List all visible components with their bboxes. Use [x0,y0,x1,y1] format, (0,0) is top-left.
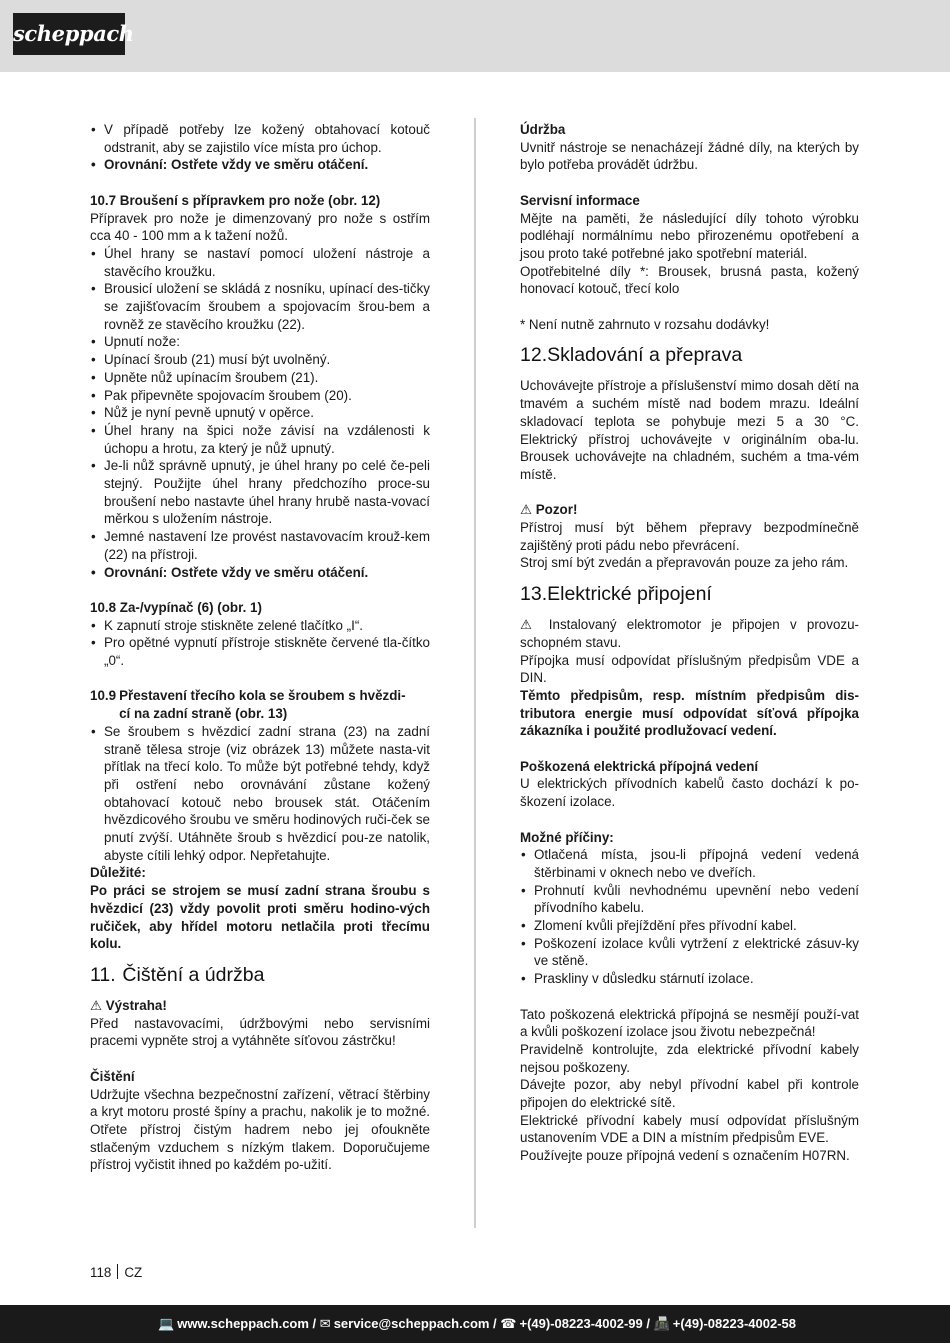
header-band [0,0,950,72]
list-item: • Úhel hrany na špici nože závisí na vzdálenosti k úchopu a hrotu, za který je nůž upnutý. [90,422,430,457]
scheppach-logo: scheppach [13,13,125,55]
section-10-9-heading: 10.9 Přestavení třecího kola se šroubem s hvězdi- cí na zadní straně (obr. 13) [90,688,406,722]
section-10-9-bullets [90,723,430,865]
footer-contact-bar [0,1305,950,1343]
closing-para-1: Tato poškozená elektrická přípojná se nesmějí použí-vat a kvůli poškození izolace jsou životu nebezpečná! [520,1006,859,1040]
connection-para-1: ⚠ Instalovaný elektromotor je připojen v provozu-schopném stavu. [520,617,859,650]
list-item: • Upínací šroub (21) musí být uvolněný. [90,351,430,369]
list-item: • Úhel hrany se nastaví pomocí uložení nástroje a stavěcího kroužku. [90,245,430,280]
list-item: • Orovnání: Ostřete vždy ve směru otáčení. [90,156,430,174]
warning-heading: ⚠ Výstraha! [90,998,167,1013]
cleaning-text: Udržujte všechna bezpečnostní zařízení, větrací štěrbiny a kryt motoru prosté špíny a prachu, nakolik je to možné. Otřete přístroj čistým hadrem nebo jej ofoukněte stlačeným vzduchem s nízkým tlakem. Doporučujeme přístroj vyčistit ihned po každém po-užití. [90,1086,430,1173]
section-10-7-bullets [90,245,430,581]
list-item: • V případě potřeby lze kožený obtahovací kotouč odstranit, aby se zajistilo více místa pro úchop. [90,121,430,156]
section-12-heading: 12.Skladování a přeprava [520,344,743,367]
list-item: • Pro opětné vypnutí přístroje stiskněte červené tla-čítko „0“. [90,634,430,669]
list-item: • Upnutí nože: [90,333,430,351]
maintenance-text: Uvnitř nástroje se nenacházejí žádné díly, na kterých by bylo potřeba provádět údržbu. [520,139,859,173]
fax-number: +(49)-08223-4002-58 [672,1316,796,1331]
storage-text: Uchovávejte přístroje a příslušenství mimo dosah dětí na tmavém a suchém místě nad bodem mrazu. Ideální skladovací teplota se pohybuje mezi 5 a 30 °C. Elektrický přístroj uchovávejte v originálním oba-lu. Brousek uchovávejte na chladném, suchém a tma-vém místě. [520,378,859,482]
causes-label: Možné příčiny: [520,829,614,845]
closing-para-5: Používejte pouze přípojná vedení s označením H07RN. [520,1148,850,1164]
list-item: • Otlačená místa, jsou-li přípojná vedení vedená štěrbinami v oknech nebo ve dveřích. [520,846,859,881]
warning-icon: ⚠ [520,502,533,518]
closing-para-4: Elektrické přívodní kabely musí odpovídat příslušným ustanovením VDE a DIN a místním předpisům EVE. [520,1112,859,1146]
closing-para-3: Dávejte pozor, aby nebyl přívodní kabel při kontrole připojen do elektrické sítě. [520,1077,859,1111]
phone-number: +(49)-08223-4002-99 / [519,1316,650,1331]
section-11-heading: 11. Čištění a údržba [90,964,265,986]
connection-bold-para: Těmto předpisům, resp. místním předpisům dis-tributora energie musí odpovídat síťová přípojka zákazníka i použité prodlužovací vedení. [520,687,859,739]
cleaning-label: Čištění [90,1068,135,1084]
list-item: • Jemné nastavení lze provést nastavovacím krouž-kem (22) na přístroji. [90,528,430,563]
list-item: • Orovnání: Ostřete vždy ve směru otáčení. [90,564,430,582]
list-item: • Poškození izolace kvůli vytržení z elektrické zásuv-ky ve stěně. [520,935,859,970]
section-10-7-intro: Přípravek pro nože je dimenzovaný pro nože s ostřím cca 40 - 100 mm a k tažení nožů. [90,210,430,244]
computer-icon: 💻 [158,1316,175,1331]
left-column [90,121,430,1174]
list-item: • K zapnutí stroje stiskněte zelené tlačítko „I“. [90,617,430,635]
phone-icon: ☎ [500,1316,517,1331]
list-item: • Zlomení kvůli přejíždění přes přívodní kabel. [520,917,859,935]
wear-parts-text: Opotřebitelné díly *: Brousek, brusná pasta, kožený honovací kotouč, třecí kolo [520,263,859,297]
warning-icon: ⚠ [90,998,103,1013]
closing-para-2: Pravidelně kontrolujte, zda elektrické přívodní kabely nejsou poškozeny. [520,1041,859,1075]
service-text: Mějte na paměti, že následující díly tohoto výrobku podléhají normálnímu nebo přirozenému opotřebení a jsou proto také potřebné jako spotřební materiál. [520,210,859,261]
maintenance-label: Údržba [520,122,566,137]
website-link[interactable]: www.scheppach.com / [177,1316,317,1331]
list-item: • Praskliny v důsledku stárnutí izolace. [520,970,859,988]
warning-icon: ⚠ [520,617,539,633]
footnote-text: * Není nutně zahrnuto v rozsahu dodávky! [520,316,770,332]
damaged-lines-label: Poškozená elektrická přípojná vedení [520,758,759,774]
section-13-heading: 13.Elektrické připojení [520,583,712,606]
list-item: • Pak připevněte spojovacím šroubem (20). [90,387,430,405]
important-text: Po práci se strojem se musí zadní strana šroubu s hvězdicí (23) vždy povolit proti směru hodino-vých ručiček, aby hřídel motoru netlačila proti třecímu kolu. [90,883,430,952]
section-10-7-heading: 10.7 Broušení s přípravkem pro nože (obr. 12) [90,192,381,208]
important-label: Důležité: [90,865,146,881]
damaged-lines-text: U elektrických přívodních kabelů často dochází k po-škození izolace. [520,776,859,810]
column-divider [474,118,476,1228]
section-10-8-heading: 10.8 Za-/vypínač (6) (obr. 1) [90,599,262,615]
mail-icon: ✉ [319,1316,331,1331]
email-link[interactable]: service@scheppach.com / [333,1316,497,1331]
service-label: Servisní informace [520,192,640,208]
intro-bullet-list [90,121,430,174]
list-item: • Prohnutí kvůli nevhodnému upevnění nebo vedení přívodního kabelu. [520,882,859,917]
causes-list [520,846,859,988]
caution-text-1: Přístroj musí být během přepravy bezpodmínečně zajištěný proti pádu nebo převrácení. [520,520,859,553]
list-item: • Je-li nůž správně upnutý, je úhel hrany po celé če-peli stejný. Použijte úhel hrany předchozího proce-su broušení nebo nastavte úhel hrany hrubě nasta-vovací měrkou s uložením nástroje. [90,457,430,528]
warning-text: Před nastavovacími, údržbovými nebo servisními pracemi vypněte stroj a vytáhněte síťovou zástrčku! [90,1015,430,1049]
fax-icon: 📠 [653,1316,670,1331]
list-item: • Brousicí uložení se skládá z nosníku, upínací des-tičky se zajišťovacím šroubem a spojovacím šrou-bem a rovněž ze stavěcího kroužku (22). [90,280,430,333]
caution-text-2: Stroj smí být zvedán a přepravován pouze za jeho rám. [520,555,849,571]
section-10-8-bullets [90,617,430,670]
connection-para-2: Přípojka musí odpovídat příslušným předpisům VDE a DIN. [520,652,859,686]
page-number: 118 CZ [90,1265,143,1280]
list-item: • Se šroubem s hvězdicí zadní strana (23) na zadní straně tělesa stroje (viz obrázek 13) můžete nasta-vit přítlak na třecí kolo. To může být potřebné tehdy, když při ostření nebo orovnávání zůstane kožený obtahovací kotouč nebo brousek stát. Otáčením hvězdicového šroubu ve směru hodinových ruči-ček se pnutí zvýší. Utáhněte šroub s hvězdicí pou-ze natolik, abyste cítili lehký odpor. Nepřetahujte. [90,723,430,865]
caution-heading: ⚠ Pozor! [520,502,578,518]
right-column [520,121,859,1165]
list-item: • Nůž je nyní pevně upnutý v opěrce. [90,404,430,422]
list-item: • Upněte nůž upínacím šroubem (21). [90,369,430,387]
